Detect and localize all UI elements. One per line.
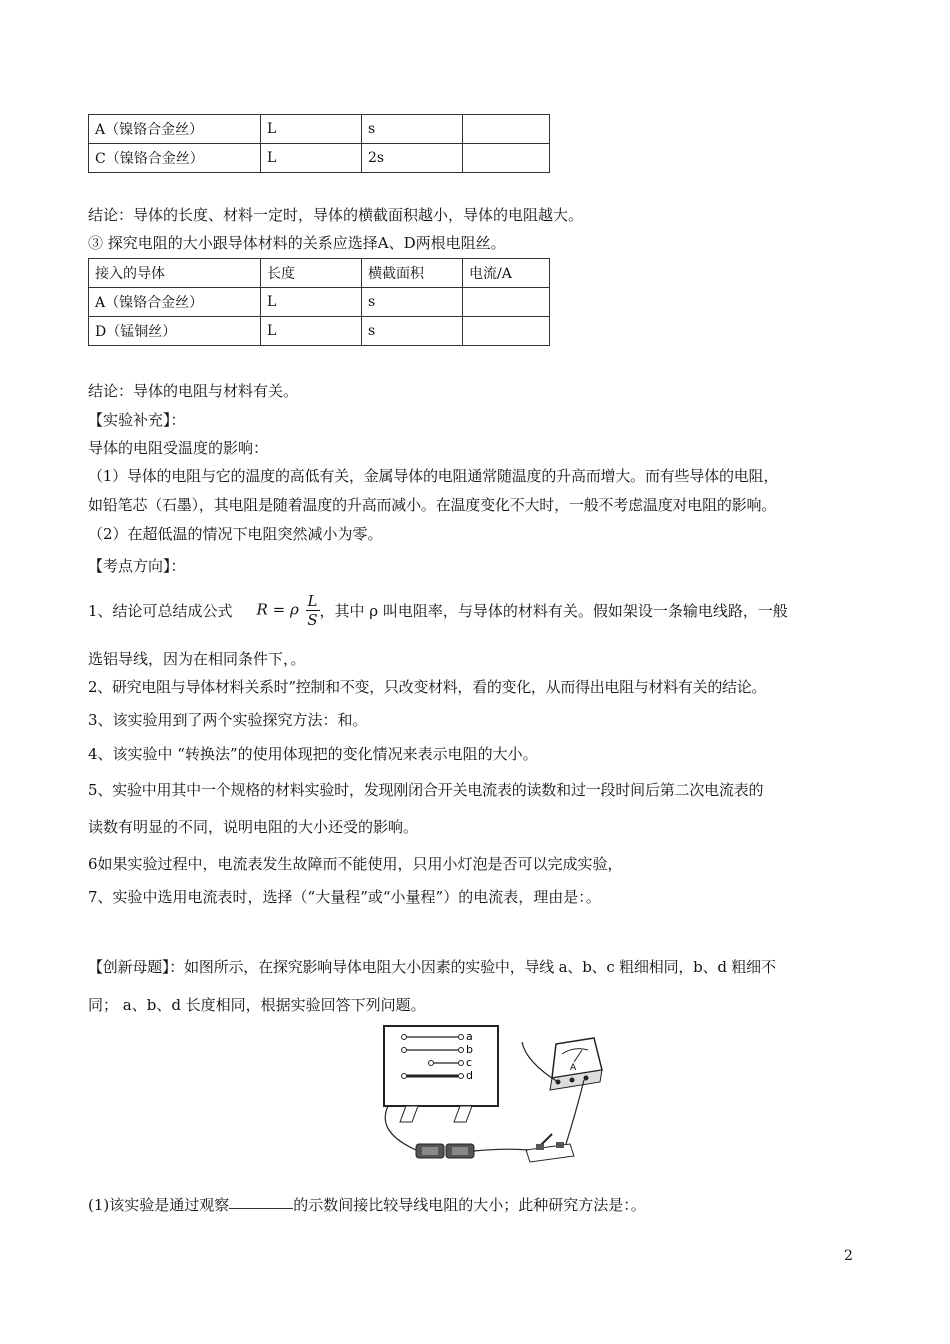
supplement-1b: 如铅笔芯（石墨），其电阻是随着温度的升高而减小。在温度变化不大时，一般不考虑温度对电阻的影响。 xyxy=(88,496,777,514)
item-3: 3、该实验用到了两个实验探究方法：和。 xyxy=(88,711,368,729)
table-row: A（镍铬合金丝） L s xyxy=(89,288,550,317)
item-2: 2、研究电阻与导体材料关系时”控制和不变，只改变材料，看的变化，从而得出电阻与材料有关的结论。 xyxy=(88,678,767,696)
page-number: 2 xyxy=(844,1248,853,1264)
item-5b: 读数有明显的不同，说明电阻的大小还受的影响。 xyxy=(88,818,419,836)
answer-blank[interactable] xyxy=(229,1194,293,1209)
conclusion-1: 结论：导体的长度、材料一定时，导体的横截面积越小，导体的电阻越大。 xyxy=(88,206,584,224)
switch xyxy=(526,1134,574,1162)
circuit-figure xyxy=(376,1022,616,1168)
table-2 xyxy=(88,258,550,346)
item-5a: 5、实验中用其中一个规格的材料实验时，发现刚闭合开关电流表的读数和过一段时间后第二次电流表的 xyxy=(88,781,764,799)
supplement-1a: （1）导体的电阻与它的温度的高低有关，金属导体的电阻通常随温度的升高而增大。而有些导体的电阻， xyxy=(88,467,779,485)
wire-label-d: d xyxy=(466,1069,473,1082)
innovation-a: 【创新母题】：如图所示，在探究影响导体电阻大小因素的实验中，导线 a、b、c 粗细相同，b、d 粗细不 xyxy=(88,958,776,976)
table-row: D（锰铜丝） L s xyxy=(89,317,550,346)
innovation-b: 同； a、b、d 长度相同，根据实验回答下列问题。 xyxy=(88,996,426,1014)
item-1: 1、结论可总结成公式 R = ρ $\frac{L}{S}$ ，其中 ρ 叫电阻率，与导体的材料有关。假如架设一条输电线路，一般 xyxy=(88,592,788,629)
wire-label-a: a xyxy=(466,1030,473,1043)
question-1: (1)该实验是通过观察 的示数间接比较导线电阻的大小；此种研究方法是：。 xyxy=(88,1196,646,1214)
supplement-2: （2）在超低温的情况下电阻突然减小为零。 xyxy=(88,525,383,543)
wire-label-c: c xyxy=(466,1056,473,1069)
wire-label-b: b xyxy=(466,1043,473,1056)
resistance-formula: R = ρ $\frac{L}{S}$ xyxy=(256,592,318,629)
item-4: 4、该实验中 “转换法”的使用体现把的变化情况来表示电阻的大小。 xyxy=(88,745,538,763)
board-leg-right xyxy=(454,1106,472,1122)
item-1-line-2: 选铝导线，因为在相同条件下，。 xyxy=(88,650,306,668)
ammeter-label: A xyxy=(570,1063,577,1073)
step-3: ③ 探究电阻的大小跟导体材料的关系应选择A、D两根电阻丝。 xyxy=(88,234,506,252)
item-6: 6如果实验过程中，电流表发生故障而不能使用，只用小灯泡是否可以完成实验， xyxy=(88,855,623,873)
board-leg-left xyxy=(400,1106,418,1122)
table-1 xyxy=(88,114,550,173)
wire-board xyxy=(384,1026,498,1106)
table-header-row: 接入的导体 长度 横截面积 电流/A xyxy=(89,259,550,288)
item-7: 7、实验中选用电流表时，选择（“大量程”或“小量程”）的电流表，理由是：。 xyxy=(88,888,601,906)
supplement-title: 【实验补充】： xyxy=(88,411,186,429)
table-row: A（镍铬合金丝） L s xyxy=(89,115,550,144)
table-row: C（镍铬合金丝） L 2s xyxy=(89,144,550,173)
direction-title: 【考点方向】： xyxy=(88,557,186,575)
conclusion-2: 结论：导体的电阻与材料有关。 xyxy=(88,382,299,400)
supplement-intro: 导体的电阻受温度的影响： xyxy=(88,439,269,457)
battery xyxy=(416,1144,474,1158)
